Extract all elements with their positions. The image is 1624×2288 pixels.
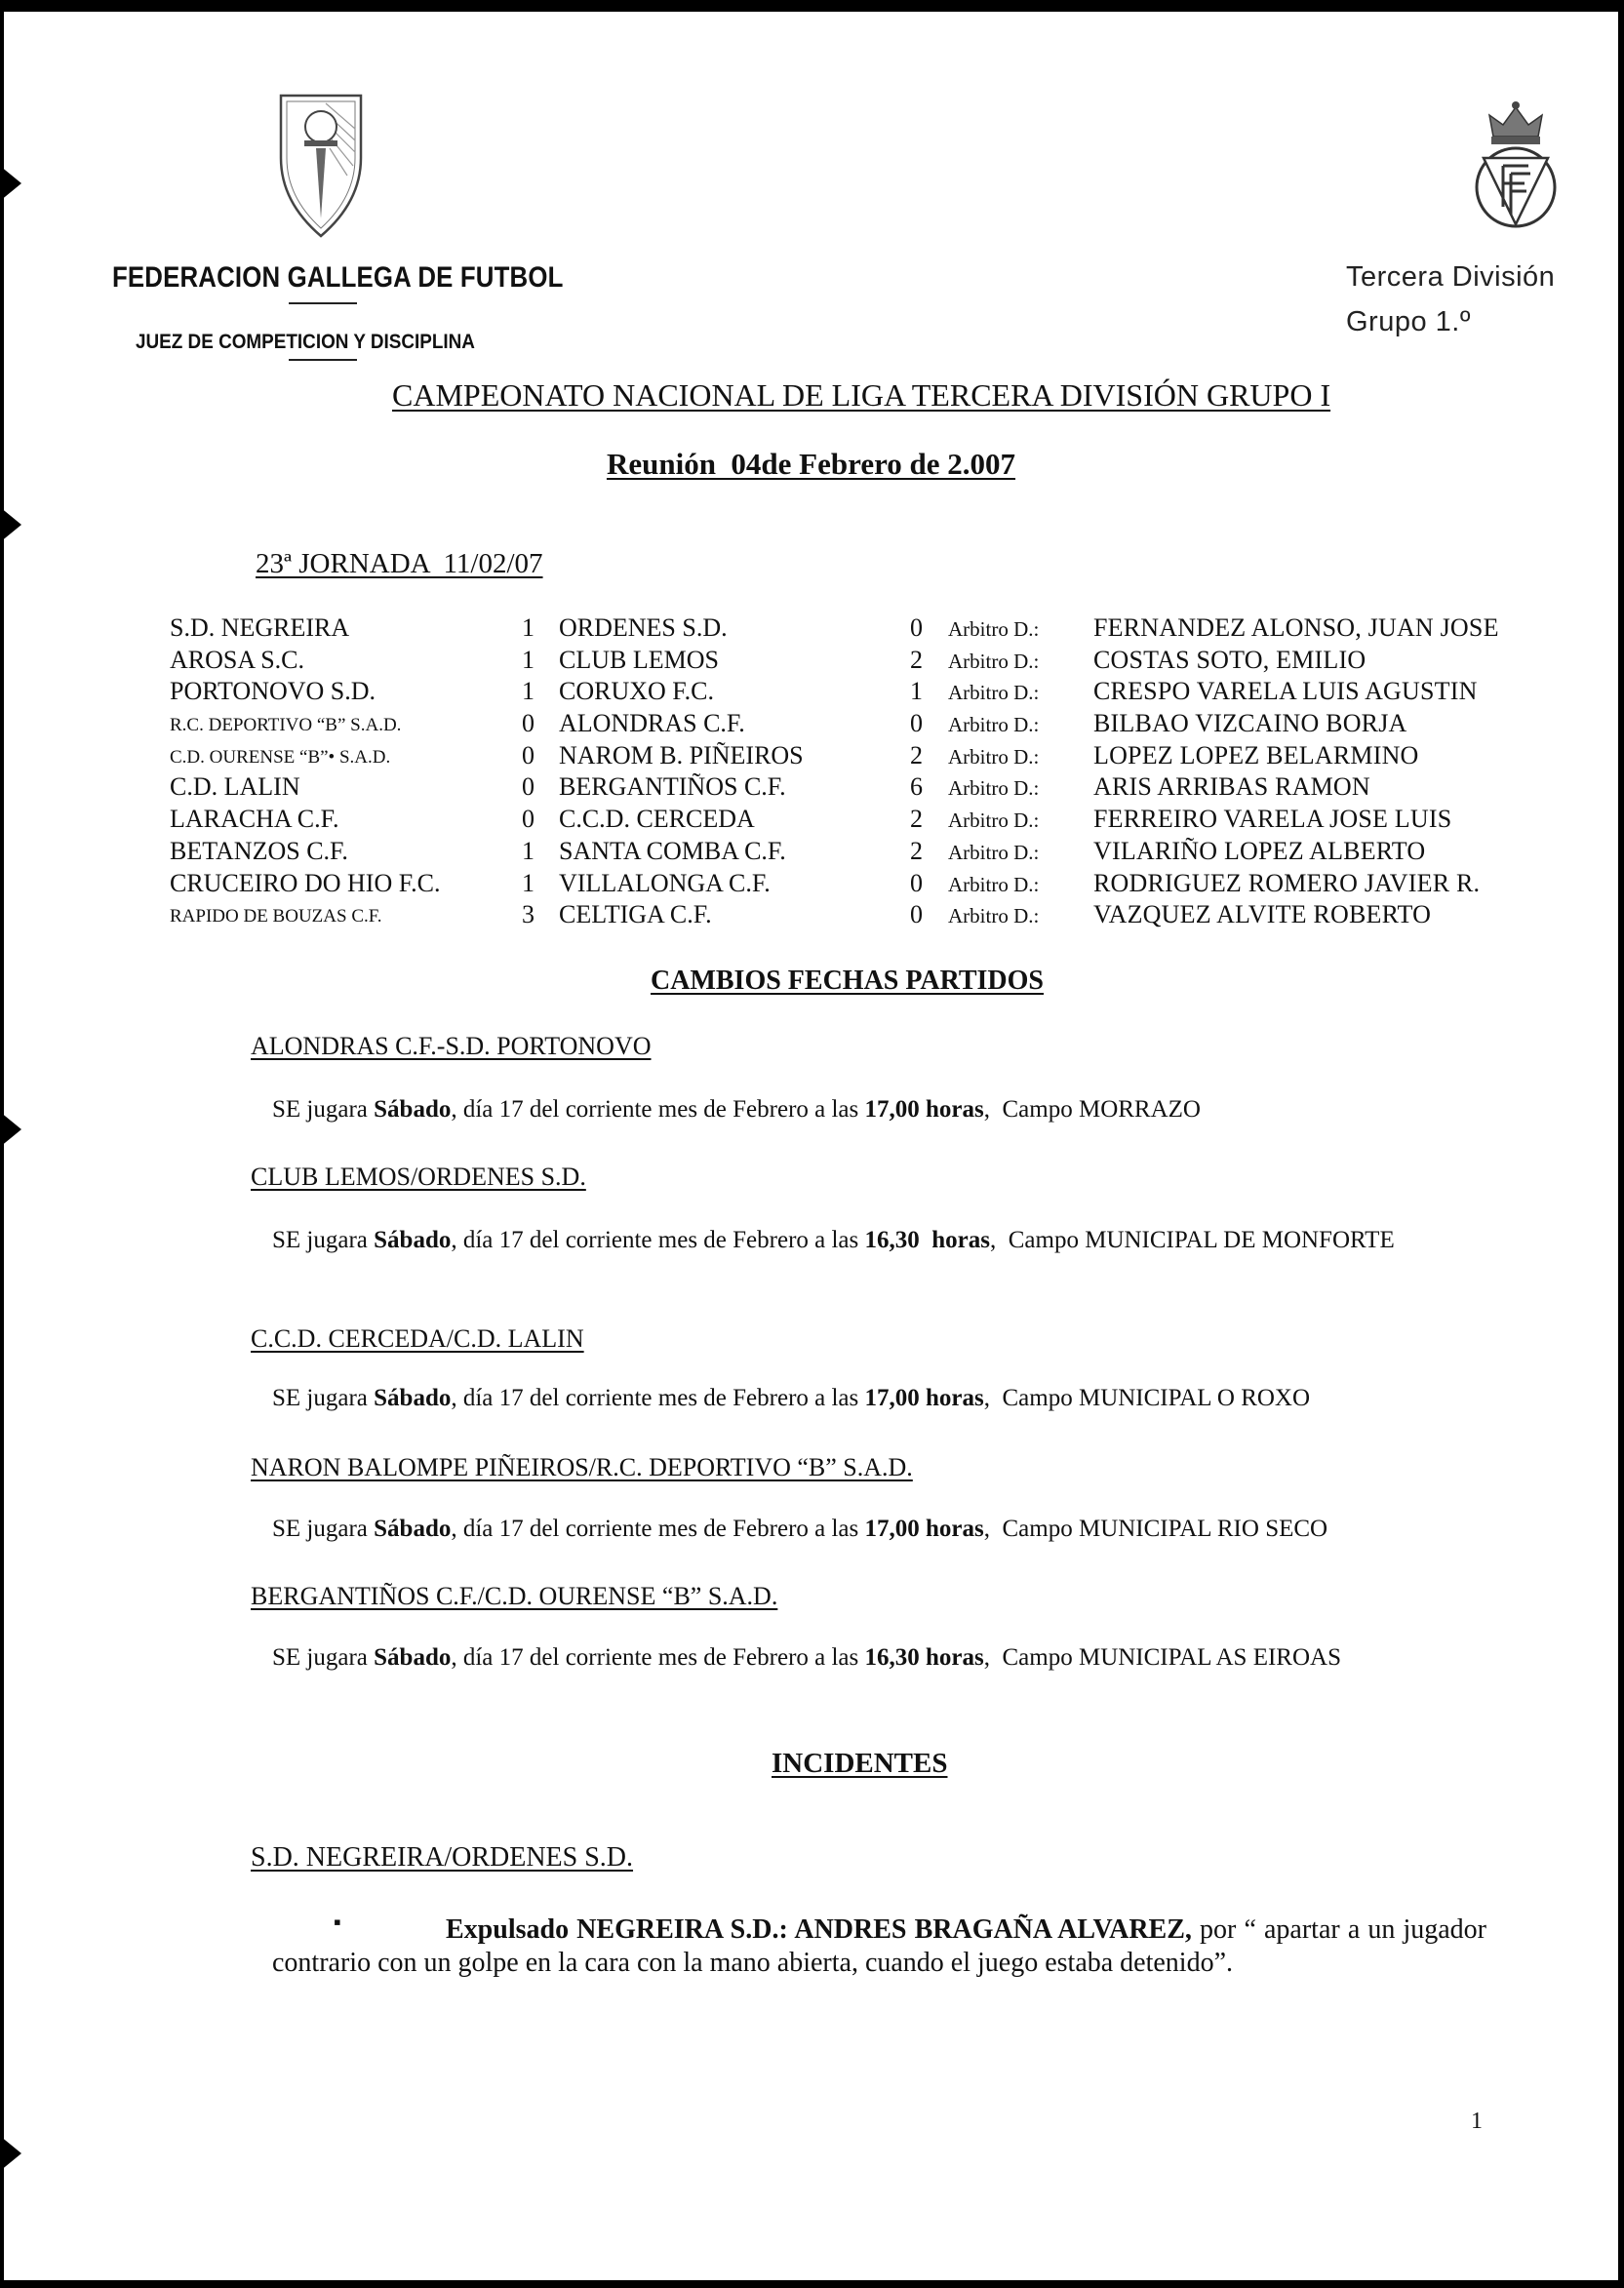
result-row bbox=[4, 805, 1618, 837]
referee-name: FERNANDEZ ALONSO, JUAN JOSE bbox=[1093, 613, 1499, 642]
away-team: CLUB LEMOS bbox=[559, 645, 719, 674]
away-team: CORUXO F.C. bbox=[559, 677, 715, 706]
away-team: VILLALONGA C.F. bbox=[559, 868, 771, 897]
incident-text: Expulsado NEGREIRA S.D.: ANDRES BRAGAÑA ALVAREZ, por “ apartar a un jugador contrario con un golpe en la cara con la mano abierta, cuando el juego estaba detenido”. bbox=[272, 1914, 1487, 1978]
home-score: 1 bbox=[522, 677, 535, 706]
result-row bbox=[4, 646, 1618, 678]
round-heading: 23ª JORNADA 11/02/07 bbox=[256, 548, 543, 579]
federation-name: FEDERACION GALLEGA DE FUTBOL bbox=[112, 261, 564, 294]
change-match: NARON BALOMPE PIÑEIROS/R.C. DEPORTIVO “B” S.A.D. bbox=[251, 1453, 913, 1481]
change-text: SE jugara Sábado, día 17 del corriente mes de Febrero a las 16,30 horas, Campo MUNICIPAL AS EIROAS bbox=[272, 1644, 1341, 1671]
home-team: PORTONOVO S.D. bbox=[170, 677, 376, 706]
referee-label: Arbitro D.: bbox=[948, 649, 1040, 673]
away-score: 0 bbox=[910, 868, 923, 897]
home-team: BETANZOS C.F. bbox=[170, 836, 348, 865]
group-label: Grupo 1.º bbox=[1346, 306, 1471, 337]
scan-edge-mark bbox=[0, 507, 21, 542]
header-divider bbox=[289, 359, 357, 361]
away-score: 6 bbox=[910, 772, 923, 802]
bullet-icon: ▪ bbox=[334, 1910, 341, 1934]
referee-label: Arbitro D.: bbox=[948, 713, 1040, 737]
home-score: 0 bbox=[522, 709, 535, 738]
change-text: SE jugara Sábado, día 17 del corriente mes de Febrero a las 17,00 horas, Campo MUNICIPAL RIO SECO bbox=[272, 1516, 1328, 1542]
result-row bbox=[4, 741, 1618, 773]
referee-label: Arbitro D.: bbox=[948, 872, 1040, 896]
result-row bbox=[4, 772, 1618, 805]
incident-match: S.D. NEGREIRA/ORDENES S.D. bbox=[251, 1842, 634, 1873]
away-score: 2 bbox=[910, 645, 923, 674]
result-row bbox=[4, 709, 1618, 741]
away-score: 2 bbox=[910, 836, 923, 865]
referee-name: ARIS ARRIBAS RAMON bbox=[1093, 772, 1370, 802]
result-row bbox=[4, 869, 1618, 901]
incidentes-heading: INCIDENTES bbox=[772, 1748, 948, 1779]
home-team: AROSA S.C. bbox=[170, 645, 304, 674]
scan-edge-mark bbox=[0, 2136, 21, 2171]
referee-name: VILARIÑO LOPEZ ALBERTO bbox=[1093, 836, 1426, 865]
referee-name: LOPEZ LOPEZ BELARMINO bbox=[1093, 740, 1419, 769]
referee-label: Arbitro D.: bbox=[948, 617, 1040, 641]
cambios-heading: CAMBIOS FECHAS PARTIDOS bbox=[651, 966, 1044, 996]
results-table bbox=[4, 613, 1618, 932]
away-team: BERGANTIÑOS C.F. bbox=[559, 772, 786, 802]
home-team: LARACHA C.F. bbox=[170, 805, 339, 834]
away-team: CELTIGA C.F. bbox=[559, 900, 712, 929]
rfef-crown-logo bbox=[1472, 98, 1560, 232]
fgf-shield-logo bbox=[277, 90, 365, 238]
away-team: ORDENES S.D. bbox=[559, 613, 728, 642]
home-score: 1 bbox=[522, 868, 535, 897]
change-match: BERGANTIÑOS C.F./C.D. OURENSE “B” S.A.D. bbox=[251, 1582, 778, 1610]
away-score: 1 bbox=[910, 677, 923, 706]
home-score: 1 bbox=[522, 836, 535, 865]
referee-name: FERREIRO VARELA JOSE LUIS bbox=[1093, 805, 1452, 834]
referee-name: CRESPO VARELA LUIS AGUSTIN bbox=[1093, 677, 1478, 706]
result-row bbox=[4, 677, 1618, 709]
referee-label: Arbitro D.: bbox=[948, 809, 1040, 833]
referee-label: Arbitro D.: bbox=[948, 904, 1040, 928]
away-score: 2 bbox=[910, 805, 923, 834]
change-match: ALONDRAS C.F.-S.D. PORTONOVO bbox=[251, 1032, 652, 1060]
home-team: R.C. DEPORTIVO “B” S.A.D. bbox=[170, 715, 402, 736]
division-label: Tercera División bbox=[1346, 261, 1556, 293]
change-match: C.C.D. CERCEDA/C.D. LALIN bbox=[251, 1324, 584, 1353]
change-text: SE jugara Sábado, día 17 del corriente mes de Febrero a las 16,30 horas, Campo MUNICIPAL DE MONFORTE bbox=[272, 1227, 1395, 1253]
header-divider bbox=[289, 302, 357, 304]
home-score: 1 bbox=[522, 645, 535, 674]
document-title: CAMPEONATO NACIONAL DE LIGA TERCERA DIVISIÓN GRUPO I bbox=[392, 377, 1331, 413]
referee-label: Arbitro D.: bbox=[948, 681, 1040, 705]
document-page bbox=[4, 12, 1618, 2280]
away-score: 0 bbox=[910, 900, 923, 929]
home-team: C.D. LALIN bbox=[170, 772, 300, 802]
result-row bbox=[4, 613, 1618, 646]
home-team: RAPIDO DE BOUZAS C.F. bbox=[170, 906, 382, 927]
result-row bbox=[4, 837, 1618, 869]
home-score: 0 bbox=[522, 772, 535, 802]
referee-label: Arbitro D.: bbox=[948, 840, 1040, 864]
meeting-date bbox=[4, 447, 1618, 482]
away-team: ALONDRAS C.F. bbox=[559, 709, 745, 738]
away-team: SANTA COMBA C.F. bbox=[559, 836, 786, 865]
referee-name: RODRIGUEZ ROMERO JAVIER R. bbox=[1093, 868, 1481, 897]
change-text: SE jugara Sábado, día 17 del corriente mes de Febrero a las 17,00 horas, Campo MORRAZO bbox=[272, 1096, 1201, 1123]
away-score: 0 bbox=[910, 709, 923, 738]
home-score: 0 bbox=[522, 740, 535, 769]
away-score: 2 bbox=[910, 740, 923, 769]
home-score: 0 bbox=[522, 805, 535, 834]
meeting-date-text: Reunión 04de Febrero de 2.007 bbox=[606, 447, 1016, 481]
home-score: 1 bbox=[522, 613, 535, 642]
scan-edge-mark bbox=[0, 1112, 21, 1147]
away-team: NAROM B. PIÑEIROS bbox=[559, 740, 804, 769]
away-score: 0 bbox=[910, 613, 923, 642]
referee-name: VAZQUEZ ALVITE ROBERTO bbox=[1093, 900, 1432, 929]
referee-label: Arbitro D.: bbox=[948, 744, 1040, 769]
home-team: CRUCEIRO DO HIO F.C. bbox=[170, 868, 441, 897]
referee-name: COSTAS SOTO, EMILIO bbox=[1093, 645, 1367, 674]
page-number: 1 bbox=[1471, 2109, 1483, 2134]
referee-name: BILBAO VIZCAINO BORJA bbox=[1093, 709, 1407, 738]
change-match: CLUB LEMOS/ORDENES S.D. bbox=[251, 1163, 586, 1191]
result-row bbox=[4, 900, 1618, 932]
away-team: C.C.D. CERCEDA bbox=[559, 805, 755, 834]
home-score: 3 bbox=[522, 900, 535, 929]
home-team: C.D. OURENSE “B”• S.A.D. bbox=[170, 746, 391, 768]
referee-label: Arbitro D.: bbox=[948, 776, 1040, 801]
judge-title: JUEZ DE COMPETICION Y DISCIPLINA bbox=[136, 331, 475, 353]
scan-edge-mark bbox=[0, 166, 21, 201]
change-text: SE jugara Sábado, día 17 del corriente mes de Febrero a las 17,00 horas, Campo MUNICIPAL O ROXO bbox=[272, 1385, 1311, 1411]
home-team: S.D. NEGREIRA bbox=[170, 613, 350, 642]
